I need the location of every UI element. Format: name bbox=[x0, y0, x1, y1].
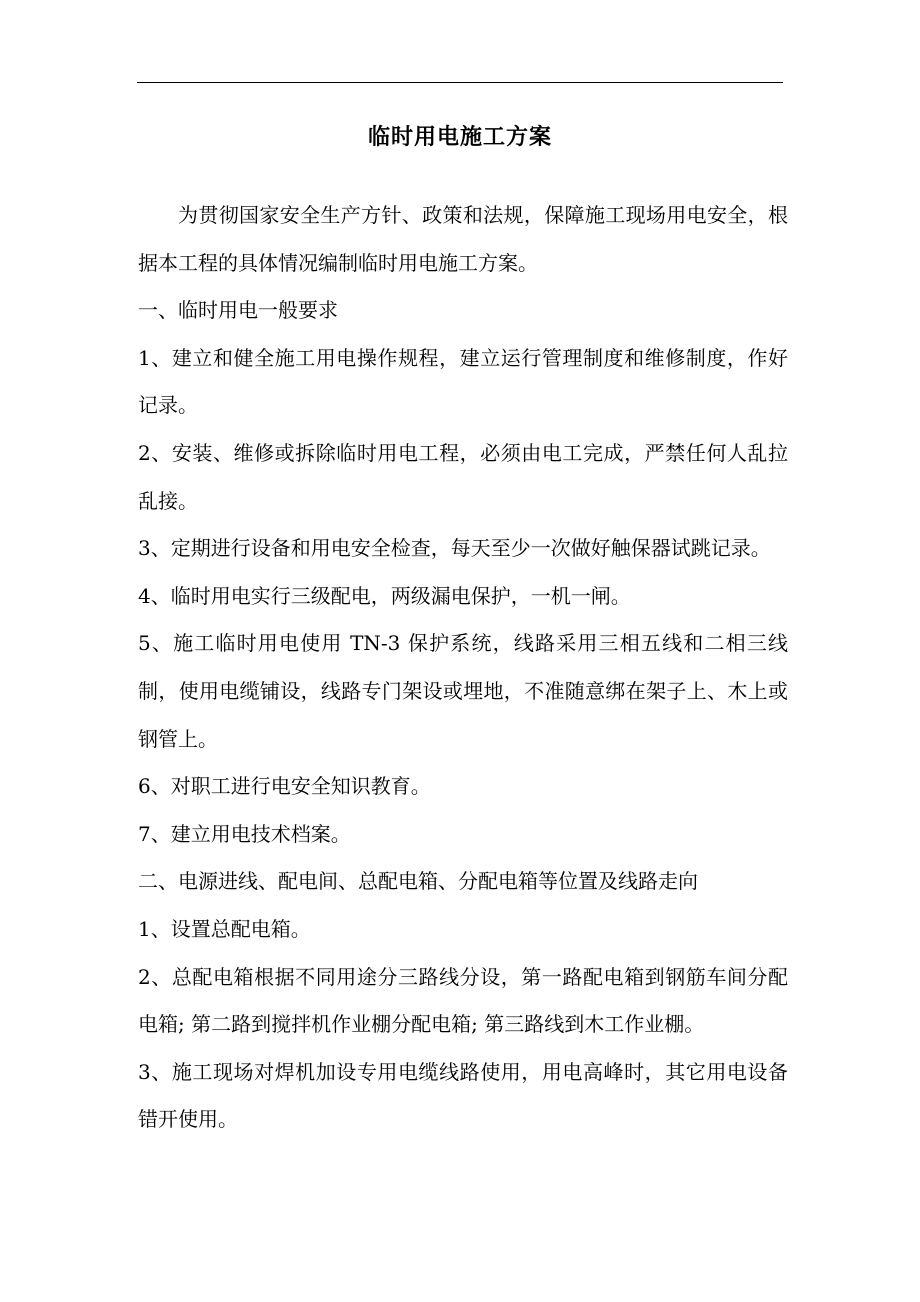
list-item: 2、安装、维修或拆除临时用电工程，必须由电工完成，严禁任何人乱拉乱接。 bbox=[138, 440, 788, 513]
list-item: 3、施工现场对焊机加设专用电缆线路使用，用电高峰时，其它用电设备错开使用。 bbox=[138, 1059, 788, 1132]
section-heading-1: 一、临时用电一般要求 bbox=[138, 298, 338, 323]
list-item: 1、设置总配电箱。 bbox=[138, 916, 311, 941]
list-item: 4、临时用电实行三级配电，两级漏电保护，一机一闸。 bbox=[138, 583, 631, 608]
list-item: 6、对职工进行电安全知识教育。 bbox=[138, 774, 431, 799]
list-item: 3、定期进行设备和用电安全检查，每天至少一次做好触保器试跳记录。 bbox=[138, 536, 771, 561]
document-body bbox=[138, 192, 788, 1144]
section-heading-2: 二、电源进线、配电间、总配电箱、分配电箱等位置及线路走向 bbox=[138, 869, 698, 894]
list-item: 1、建立和健全施工用电操作规程，建立运行管理制度和维修制度，作好记录。 bbox=[138, 345, 788, 418]
page-title: 临时用电施工方案 bbox=[367, 124, 552, 150]
list-item: 7、建立用电技术档案。 bbox=[138, 821, 351, 846]
list-item: 2、总配电箱根据不同用途分三路线分设，第一路配电箱到钢筋车间分配电箱; 第二路到搅拌机作业棚分配电箱; 第三路线到木工作业棚。 bbox=[138, 964, 788, 1037]
intro-paragraph: 为贯彻国家安全生产方针、政策和法规，保障施工现场用电安全，根据本工程的具体情况编制临时用电施工方案。 bbox=[138, 203, 788, 275]
list-item: 5、施工临时用电使用 TN-3 保护系统，线路采用三相五线和二相三线制，使用电缆铺设，线路专门架设或埋地，不准随意绑在架子上、木上或钢管上。 bbox=[138, 631, 788, 751]
header-rule bbox=[137, 82, 783, 83]
